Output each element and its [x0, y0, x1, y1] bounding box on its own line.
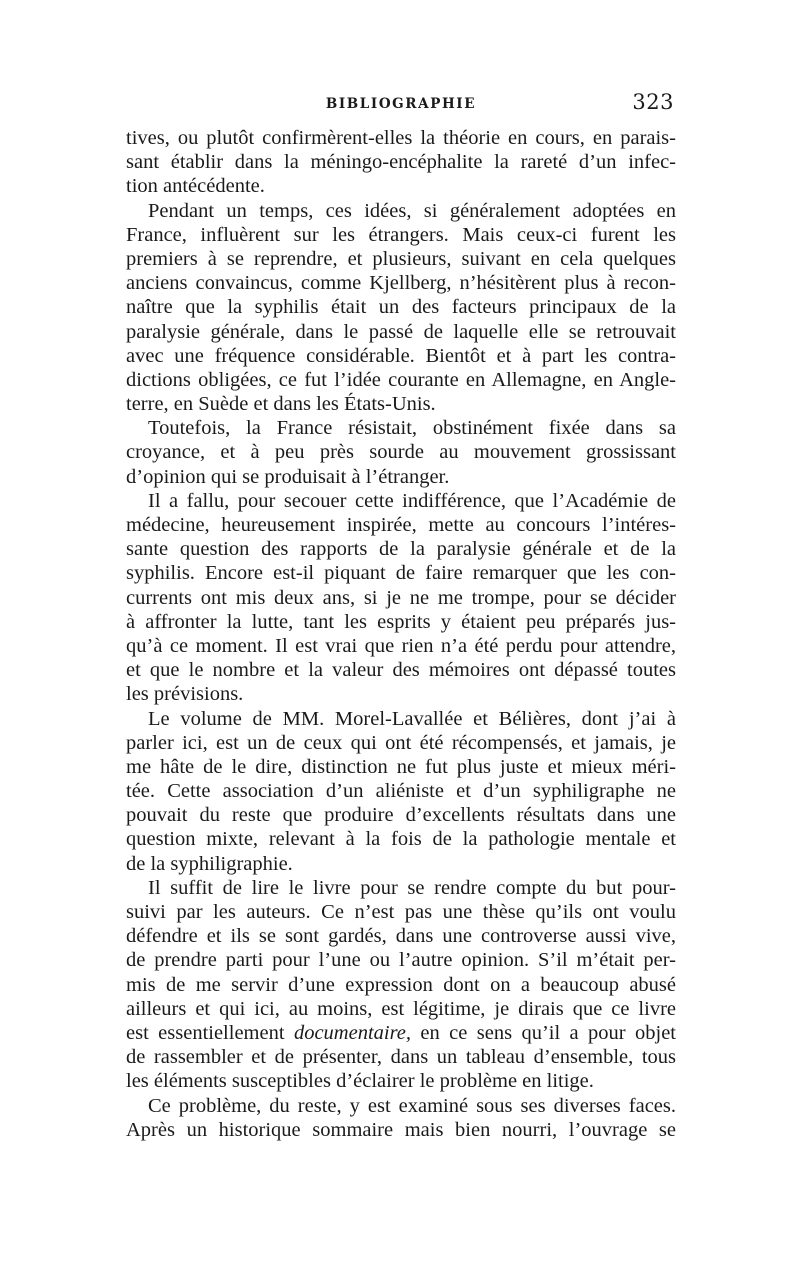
text-line: sante question des rapports de la paralysie générale et de la — [126, 538, 676, 561]
text-line: anciens convaincus, comme Kjellberg, n’hésitèrent plus à recon- — [126, 272, 676, 295]
text-line: qu’à ce moment. Il est vrai que rien n’a été perdu pour attendre, — [126, 634, 676, 657]
text-line: terre, en Suède et dans les États-Unis. — [126, 393, 436, 416]
paragraph — [126, 489, 676, 707]
text-line: Pendant un temps, ces idées, si généralement adoptées en — [148, 199, 676, 222]
text-line: tée. Cette association d’un aliéniste et d’un syphiligraphe ne — [126, 780, 676, 803]
text-line: Toutefois, la France résistait, obstinément fixée dans sa — [148, 417, 676, 440]
running-head — [126, 92, 676, 116]
text-line: d’opinion qui se produisait à l’étranger. — [126, 465, 450, 488]
text-line: mis de me servir d’une expression dont on a beaucoup abusé — [126, 973, 676, 996]
paragraph — [126, 1094, 676, 1142]
line-start: est essentiellement — [126, 1021, 294, 1044]
text-line: les éléments susceptibles d’éclairer le problème en litige. — [126, 1070, 594, 1093]
text-line: dictions obligées, ce fut l’idée courante en Allemagne, en Angle- — [126, 368, 676, 391]
text-line: me hâte de le dire, distinction ne fut plus juste et mieux méri- — [126, 755, 676, 778]
text-line: premiers à se reprendre, et plusieurs, suivant en cela quelques — [126, 247, 676, 270]
paragraph — [126, 416, 676, 489]
text-line: sant établir dans la méningo-encéphalite la rareté d’un infec- — [126, 151, 676, 174]
paragraph — [126, 199, 676, 417]
text-line: paralysie générale, dans le passé de laquelle elle se retrouvait — [126, 320, 676, 343]
text-line: de prendre parti pour l’une ou l’autre opinion. S’il m’était per- — [126, 949, 676, 972]
text-line: tives, ou plutôt confirmèrent-elles la théorie en cours, en parais- — [126, 127, 676, 149]
text-line: currents ont mis deux ans, si je ne me trompe, pour se décider — [126, 586, 676, 609]
text-line: les prévisions. — [126, 683, 244, 706]
paragraph — [126, 126, 676, 199]
italic-word: documentaire, — [293, 1021, 412, 1044]
text-line: défendre et ils se sont gardés, dans une controverse aussi vive, — [126, 925, 676, 948]
text-line: Il a fallu, pour secouer cette indifférence, que l’Académie de — [148, 489, 676, 512]
text-line: suivi par les auteurs. Ce n’est pas une thèse qu’ils ont voulu — [126, 901, 676, 923]
text-line: ailleurs et qui ici, au moins, est légitime, je dirais que ce livre — [126, 997, 676, 1020]
text-line: et que le nombre et la valeur des mémoires ont dépassé toutes — [126, 659, 676, 682]
text-line: de la syphiligraphie. — [126, 852, 293, 875]
text-line: question mixte, relevant à la fois de la pathologie mentale et — [126, 828, 676, 851]
text-line: tion antécédente. — [126, 175, 265, 198]
text-line: à affronter la lutte, tant les esprits y étaient peu préparés jus- — [126, 610, 676, 633]
text-line-with-italic — [126, 1021, 676, 1045]
text-line: parler ici, est un de ceux qui ont été récompensés, et jamais, je — [126, 731, 676, 754]
text-line: Il suffit de lire le livre pour se rendre compte du but pour- — [148, 876, 676, 899]
text-line: croyance, et à peu près sourde au mouvement grossissant — [126, 441, 676, 464]
text-line: naître que la syphilis était un des facteurs principaux de la — [126, 296, 676, 319]
body-text — [126, 126, 676, 1142]
text-line: avec une fréquence considérable. Bientôt et à part les contra- — [126, 344, 676, 367]
text-line: France, influèrent sur les étrangers. Mais ceux-ci furent les — [126, 223, 676, 246]
text-line: médecine, heureusement inspirée, mette au concours l’intéres- — [126, 514, 676, 536]
text-line: Le volume de MM. Morel-Lavallée et Bélières, dont j’ai à — [148, 707, 676, 730]
text-line: Ce problème, du reste, y est examiné sous ses diverses faces. — [148, 1094, 676, 1117]
paragraph — [126, 876, 676, 1094]
text-line: Après un historique sommaire mais bien nourri, l’ouvrage se — [126, 1118, 676, 1141]
text-line: pouvait du reste que produire d’excellents résultats dans une — [126, 804, 676, 827]
line-end: en ce sens qu’il a pour objet — [411, 1021, 676, 1044]
page-number: 323 — [632, 90, 674, 114]
text-line: syphilis. Encore est-il piquant de faire remarquer que les con- — [126, 562, 676, 585]
text-line: de rassembler et de présenter, dans un tableau d’ensemble, tous — [126, 1046, 676, 1069]
running-title: BIBLIOGRAPHIE — [325, 96, 477, 112]
paragraph — [126, 707, 676, 876]
